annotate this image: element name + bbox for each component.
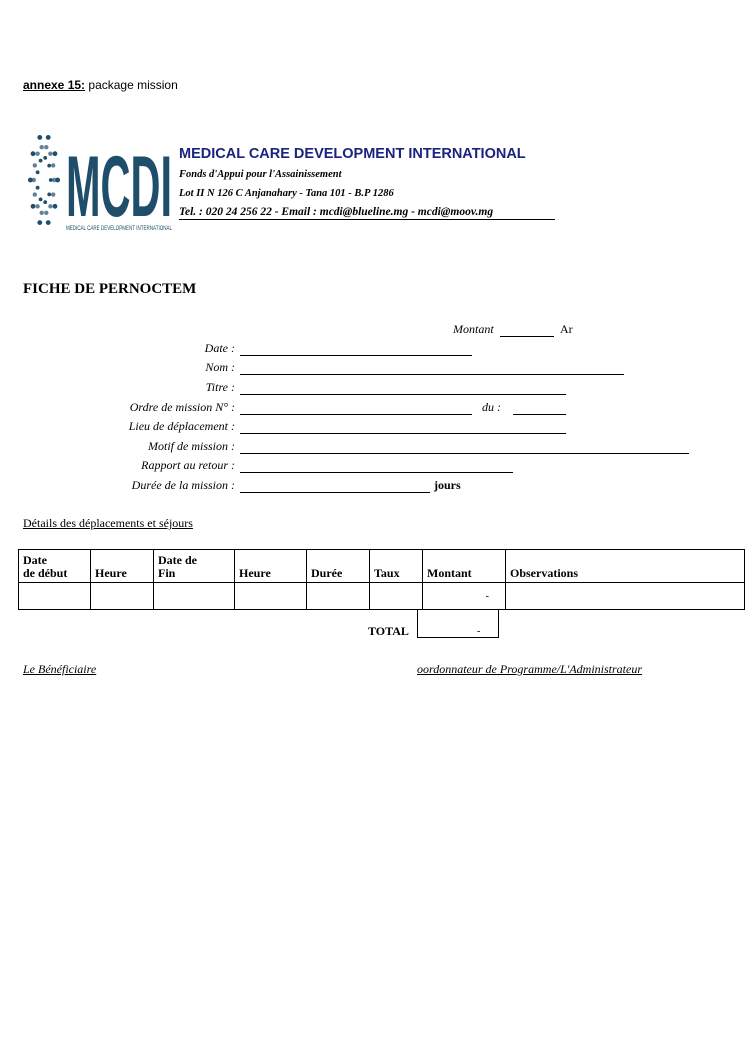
titre-label: Titre : (205, 380, 235, 394)
motif-label: Motif de mission : (148, 439, 235, 453)
logo-dot (37, 135, 42, 140)
montant-label: Montant (453, 322, 494, 336)
cell-heure-2[interactable] (235, 583, 307, 610)
logo-dot (51, 192, 55, 196)
col-observations: Observations (506, 550, 745, 583)
rapport-field[interactable] (240, 472, 513, 473)
details-heading: Détails des déplacements et séjours (23, 516, 193, 530)
col-heure-2: Heure (235, 550, 307, 583)
org-contact: Tel. : 020 24 256 22 - Email : mcdi@blueline.mg - mcdi@moov.mg (179, 206, 555, 220)
annexe-label: annexe 15: (23, 78, 86, 92)
signature-administrateur: oordonnateur de Programme/L'Administrateur (417, 662, 643, 676)
logo-dot (48, 152, 52, 156)
logo-dot (31, 204, 36, 209)
logo-dot (43, 200, 47, 204)
logo-dot (33, 163, 37, 167)
logo-dot (44, 145, 48, 149)
logo-dot (36, 170, 40, 174)
du-label: du : (482, 400, 501, 414)
logo-dot (47, 193, 51, 197)
titre-field[interactable] (240, 394, 566, 395)
logo-dot (47, 164, 51, 168)
date-label: Date : (204, 341, 235, 355)
logo-dot (33, 192, 37, 196)
total-value: - (477, 626, 481, 637)
cell-date-debut[interactable] (19, 583, 91, 610)
logo-dot (36, 186, 40, 190)
motif-field[interactable] (240, 453, 689, 454)
logo-dot (46, 135, 51, 140)
org-subtitle: Fonds d'Appui pour l'Assainissement (179, 169, 342, 180)
duree-field[interactable] (240, 492, 430, 493)
signature-beneficiaire: Le Bénéficiaire (23, 662, 97, 676)
total-label: TOTAL (368, 624, 409, 638)
col-heure-1: Heure (91, 550, 154, 583)
cell-observations[interactable] (506, 583, 745, 610)
logo-dot (40, 145, 44, 149)
logo-dot (39, 159, 43, 163)
org-name: MEDICAL CARE DEVELOPMENT INTERNATIONAL (179, 146, 526, 162)
logo-dot (43, 156, 47, 160)
org-address: Lot II N 126 C Anjanahary - Tana 101 - B.P 1286 (179, 188, 394, 199)
col-taux: Taux (370, 550, 423, 583)
logo-dot (46, 220, 51, 225)
logo-dot (32, 178, 36, 182)
rapport-label: Rapport au retour : (141, 458, 235, 472)
du-field[interactable] (513, 414, 566, 415)
lieu-field[interactable] (240, 433, 566, 434)
cell-heure-1[interactable] (91, 583, 154, 610)
logo-dot (39, 198, 43, 202)
logo-dot (31, 151, 36, 156)
currency-label: Ar (560, 322, 573, 336)
form-title: FICHE DE PERNOCTEM (23, 281, 197, 297)
ordre-label: Ordre de mission N° : (129, 400, 235, 414)
table-header-row (19, 550, 745, 583)
cell-montant[interactable]: - (423, 583, 506, 610)
logo-dot (35, 152, 39, 156)
logo-subtitle: MEDICAL CARE DEVELOPMENT INTERNATIONAL (66, 225, 173, 232)
logo-dot (49, 178, 53, 182)
cell-date-fin[interactable] (154, 583, 235, 610)
table-row (19, 583, 745, 610)
cell-duree[interactable] (307, 583, 370, 610)
cell-taux[interactable] (370, 583, 423, 610)
logo-dot (44, 211, 48, 215)
mcdi-logo (24, 128, 174, 234)
montant-field[interactable] (500, 336, 554, 337)
nom-label: Nom : (205, 360, 235, 374)
ordre-field[interactable] (240, 414, 472, 415)
logo-graphic (24, 128, 174, 234)
col-montant: Montant (423, 550, 506, 583)
logo-dot (53, 204, 58, 209)
logo-dot (37, 220, 42, 225)
lieu-label: Lieu de déplacement : (128, 419, 235, 433)
col-date-fin: Date de Fin (154, 550, 235, 583)
logo-dot (48, 204, 52, 208)
nom-field[interactable] (240, 374, 624, 375)
logo-letters: MCDI (66, 139, 172, 234)
logo-dot (35, 204, 39, 208)
jours-label: jours (434, 478, 461, 492)
col-duree: Durée (307, 550, 370, 583)
col-date-debut: Date de début (19, 550, 91, 583)
date-field[interactable] (240, 355, 472, 356)
logo-dot (40, 211, 44, 215)
details-table (18, 549, 745, 610)
annexe-text: package mission (88, 78, 178, 92)
annexe-line (23, 78, 178, 92)
logo-dot (53, 151, 58, 156)
logo-dot (51, 163, 55, 167)
duree-label: Durée de la mission : (131, 478, 235, 492)
total-box (417, 610, 499, 638)
